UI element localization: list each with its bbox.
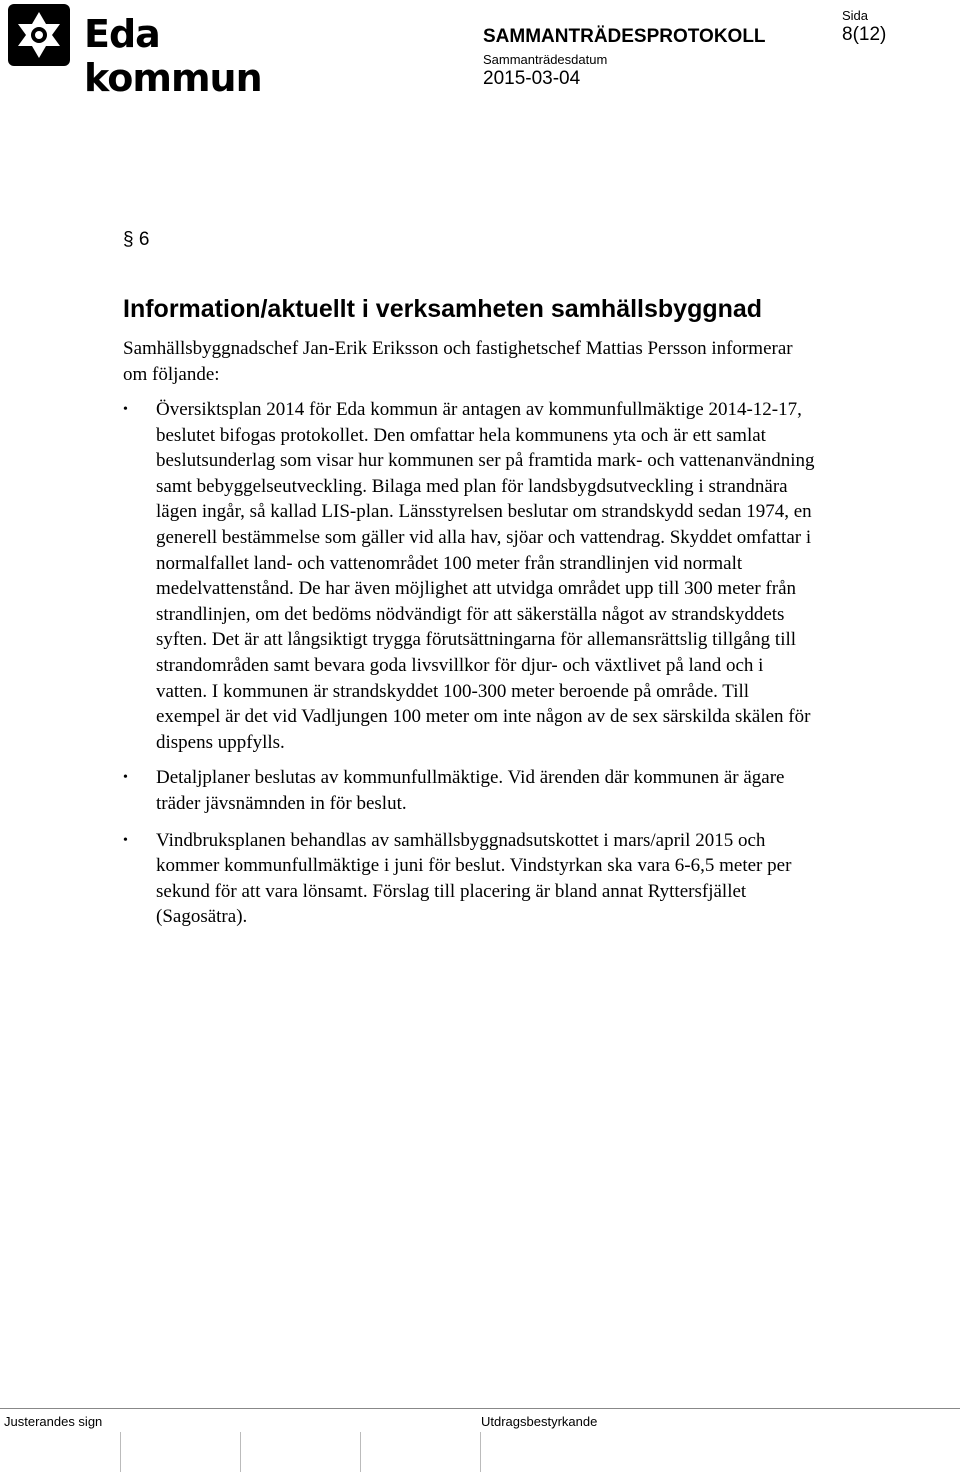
document-type: SAMMANTRÄDESPROTOKOLL [483,26,766,47]
list-item [0,397,818,755]
list-item [0,828,818,930]
footer-divider [0,1408,960,1409]
page-label: Sida [842,8,869,23]
signature-box-divider [360,1432,361,1472]
list-item [0,765,818,816]
meeting-date: 2015-03-04 [483,68,581,89]
meeting-date-label: Sammanträdesdatum [483,52,608,67]
signature-label: Justerandes sign [4,1414,103,1429]
bullet-icon: • [123,402,128,417]
intro-text: Samhällsbyggnadschef Jan-Erik Eriksson och fastighetschef Mattias Persson informerar om följande: [123,338,793,385]
information-list [0,397,960,940]
municipality-logo [8,4,308,100]
list-item-text: Vindbruksplanen behandlas av samhällsbyggnadsutskottet i mars/april 2015 och kommer kommunfullmäktige i juni för beslut. Vindstyrkan ska vara 6-6,5 meter per sekund för att vara lönsamt. Förslag till placering är bland annat Ryttersfjället (Sagosätra). [156,829,792,928]
certification-label: Utdragsbestyrkande [481,1414,598,1429]
signature-box-divider [120,1432,121,1472]
coat-of-arms-icon [8,4,70,66]
bullet-icon: • [123,832,128,848]
paragraph-number: § 6 [123,229,150,250]
section-title: Information/aktuellt i verksamheten samhällsbyggnad [123,295,763,323]
bullet-icon: • [123,770,128,786]
list-item-text: Detaljplaner beslutas av kommunfullmäktige. Vid ärenden där kommunen är ägare träder jävsnämnden in för beslut. [156,767,785,814]
signature-box-divider [240,1432,241,1472]
page-number: 8(12) [842,24,887,45]
list-item-text: Översiktsplan 2014 för Eda kommun är antagen av kommunfullmäktige 2014-12-17, beslutet bifogas protokollet. Den omfattar hela kommunens yta och är ett samlat beslutsunderlag som visar hur kommunen ser på framtida mark- och vattenanvändning samt bebyggelseutveckling. Bilaga med plan för landsbygdsutveckling i strandnära lägen ingår, så kallad LIS-plan. Länsstyrelsen beslutar om strandskydd sedan 1974, en generell bestämmelse som gäller vid alla hav, sjöar och vattendrag. Skyddet omfattar i normalfallet land- och vattenområdet 100 meter från strandlinjen vid normalt medelvattenstånd. De har även möjlighet att utvidga området upp till 300 meter från strandlinjen, om det bedöms nödvändigt för att säkerställa något av strandskyddets syften. Det är att långsiktigt trygga förutsättningarna för allemansrättslig tillgång till strandområden samt bevara goda livsvillkor för djur- och växtlivet på land och i vatten. I kommunen är strandskyddet 100-300 meter beroende på område. Till exempel är det vid Vadljungen 100 meter om inte någon av de sex särskilda skälen för dispens uppfylls. [156,399,815,753]
logo-text: Eda kommun [84,12,262,100]
signature-box-divider [480,1432,481,1472]
